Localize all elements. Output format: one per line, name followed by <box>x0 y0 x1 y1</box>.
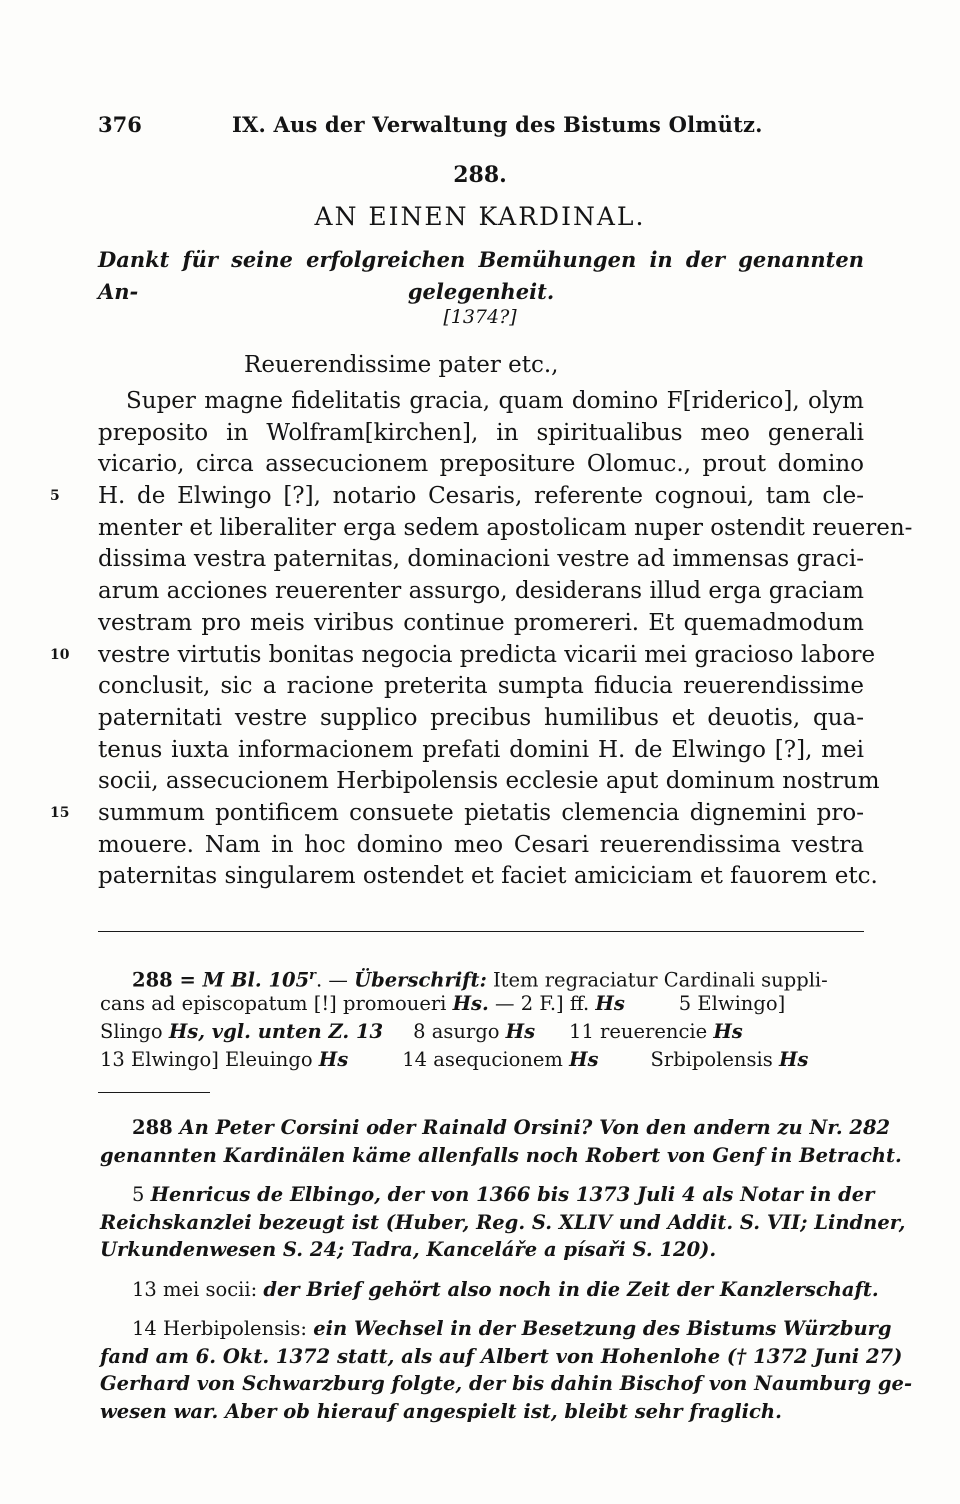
body-line-text: paternitas singularem ostendet et faciet amiciciam et fauorem etc. <box>98 863 878 890</box>
apparatus-text: Item regraciatur Cardinali suppli- <box>486 968 828 992</box>
body-line <box>98 418 864 450</box>
apparatus-source: Hs <box>569 1048 599 1071</box>
line-number: 5 <box>50 488 60 505</box>
body-line-text: vestram pro meis viribus continue promereri. Et quemadmodum <box>98 609 864 636</box>
body-line-text: socii, assecucionem Herbipolensis ecclesie aput dominum nostrum <box>98 768 880 795</box>
apparatus-text: cans ad episcopatum [!] promoueri <box>100 992 453 1015</box>
apparatus-text: Slingo <box>100 1020 169 1043</box>
document-title: AN EINEN KARDINAL. <box>314 202 646 231</box>
note-line <box>100 1114 891 1142</box>
apparatus-text: 11 reuerencie <box>569 1020 714 1043</box>
note-ref: 14 Herbipolensis: <box>132 1317 314 1340</box>
body-line-text: preposito in Wolfram[kirchen], in spiritualibus meo generali <box>98 419 864 446</box>
body-line-text: paternitati vestre supplico precibus humilibus et deuotis, qua- <box>98 704 864 731</box>
note-gap <box>100 1264 862 1276</box>
body-line <box>98 449 864 481</box>
page-number: 376 <box>98 112 142 137</box>
note-ref: 5 <box>132 1183 151 1206</box>
note-line: Urkundenwesen S. 24; Tadra, Kanceláře a písaři S. 120). <box>100 1238 717 1261</box>
body-line <box>98 576 864 608</box>
body-line-text: H. de Elwingo [?], notario Cesaris, referente cognoui, tam cle- <box>98 483 864 510</box>
note-text: ein Wechsel in der Besetzung des Bistums Würzburg <box>313 1317 892 1340</box>
body-line-text: vestre virtutis bonitas negocia predicta vicarii mei gracioso labore <box>98 641 876 668</box>
notes-divider <box>98 1092 210 1093</box>
body-line <box>98 735 864 767</box>
apparatus-source: Hs, vgl. unten Z. 13 <box>168 1020 384 1043</box>
body-line-text: tenus iuxta informacionem prefati domini H. de Elwingo [?], mei <box>98 736 864 763</box>
note-line: fand am 6. Okt. 1372 statt, als auf Albert von Hohenlohe († 1372 Juni 27) <box>100 1344 903 1368</box>
body-line <box>98 766 880 798</box>
letter-body <box>50 386 913 893</box>
apparatus-line <box>100 1018 862 1046</box>
apparatus-text: 5 Elwingo] <box>678 992 786 1015</box>
note-text: An Peter Corsini oder Rainald Orsini? Von den andern zu Nr. 282 <box>179 1116 891 1139</box>
body-line <box>98 513 913 545</box>
apparatus-line <box>100 962 862 990</box>
note-gap <box>100 1303 862 1315</box>
apparatus-line <box>100 990 862 1018</box>
body-line-text: Super magne fidelitatis gracia, quam domino F[riderico], olym <box>126 388 864 414</box>
note-line: wesen war. Aber ob hierauf angespielt ist, bleibt sehr fraglich. <box>100 1399 782 1423</box>
apparatus-source: Hs. <box>452 992 489 1015</box>
commentary-notes <box>100 1114 913 1425</box>
apparatus-text: Srbipolensis <box>650 1048 779 1071</box>
page-header <box>98 112 858 142</box>
body-line <box>98 830 864 862</box>
body-line-text: menter et liberaliter erga sedem apostolicam nuper ostendit reueren- <box>98 514 913 541</box>
body-line <box>50 640 876 672</box>
body-line <box>98 544 864 576</box>
body-line <box>50 481 864 513</box>
body-line <box>98 703 864 735</box>
note-text: der Brief gehört also noch in die Zeit der Kanzlerschaft. <box>263 1277 879 1301</box>
body-line <box>98 671 864 703</box>
note-text: Henricus de Elbingo, der von 1366 bis 1373 Juli 4 als Notar in der <box>150 1183 875 1206</box>
regest <box>98 244 864 308</box>
note-line <box>100 1315 892 1343</box>
body-line-text: dissima vestra paternitas, dominacioni vestre ad immensas graci- <box>98 546 864 573</box>
apparatus-text: — 2 F.] ff. <box>488 992 596 1015</box>
body-line-text: summum pontificem consuete pietatis clemencia dignemini pro- <box>98 799 864 826</box>
apparatus-text: 13 Elwingo] Eleuingo <box>100 1048 319 1071</box>
apparatus-text: 14 asequcionem <box>402 1048 570 1071</box>
apparatus-sep: . — <box>316 968 355 992</box>
line-number: 10 <box>50 646 70 663</box>
note-line <box>100 1276 879 1304</box>
apparatus-superscript: r <box>309 968 317 983</box>
apparatus-source: Hs <box>595 992 625 1015</box>
apparatus-divider <box>98 931 864 932</box>
document-number: 288. <box>453 162 507 188</box>
body-line <box>98 386 864 418</box>
note-line: genannten Kardinälen käme allenfalls noch Robert von Genf in Betracht. <box>100 1143 902 1167</box>
salutation: Reuerendissime pater etc., <box>244 352 559 378</box>
document-date: [1374?] <box>443 306 517 328</box>
critical-apparatus <box>100 962 862 1074</box>
body-line-text: arum acciones reuerenter assurgo, desiderans illud erga graciam <box>98 578 864 605</box>
apparatus-source: Hs <box>318 1048 349 1071</box>
note-gap <box>100 1169 862 1181</box>
apparatus-ref: 288 = <box>132 968 203 992</box>
body-line <box>98 861 878 893</box>
regest-line: gelegenheit. <box>407 279 555 304</box>
apparatus-text: 8 asurgo <box>413 1020 506 1043</box>
body-line-text: vicario, circa assecucionem prepositure Olomuc., prout domino <box>98 451 864 478</box>
body-line-text: conclusit, sic a racione preterita sumpta fiducia reuerendissime <box>98 673 864 700</box>
body-line <box>50 798 864 830</box>
apparatus-source: Hs <box>505 1020 536 1043</box>
running-head: IX. Aus der Verwaltung des Bistums Olmütz. <box>232 112 763 137</box>
note-line <box>100 1181 875 1209</box>
regest-line: Dankt für seine erfolgreichen Bemühungen in der genannten An- <box>98 247 864 304</box>
apparatus-source: Hs <box>713 1020 743 1043</box>
note-line: Reichskanzlei bezeugt ist (Huber, Reg. S. XLIV und Addit. S. VII; Lindner, <box>100 1210 906 1234</box>
apparatus-label: Überschrift: <box>354 968 487 992</box>
apparatus-source: Hs <box>778 1048 809 1071</box>
body-line-text: mouere. Nam in hoc domino meo Cesari reuerendissima vestra <box>98 831 864 858</box>
apparatus-line <box>100 1046 862 1074</box>
apparatus-source: M Bl. 105 <box>202 968 310 992</box>
note-line: Gerhard von Schwarzburg folgte, der bis dahin Bischof von Naumburg ge- <box>100 1372 913 1395</box>
note-ref: 13 mei socii: <box>132 1277 264 1301</box>
body-line <box>98 608 864 640</box>
note-ref: 288 <box>132 1116 180 1139</box>
line-number: 15 <box>50 804 70 821</box>
